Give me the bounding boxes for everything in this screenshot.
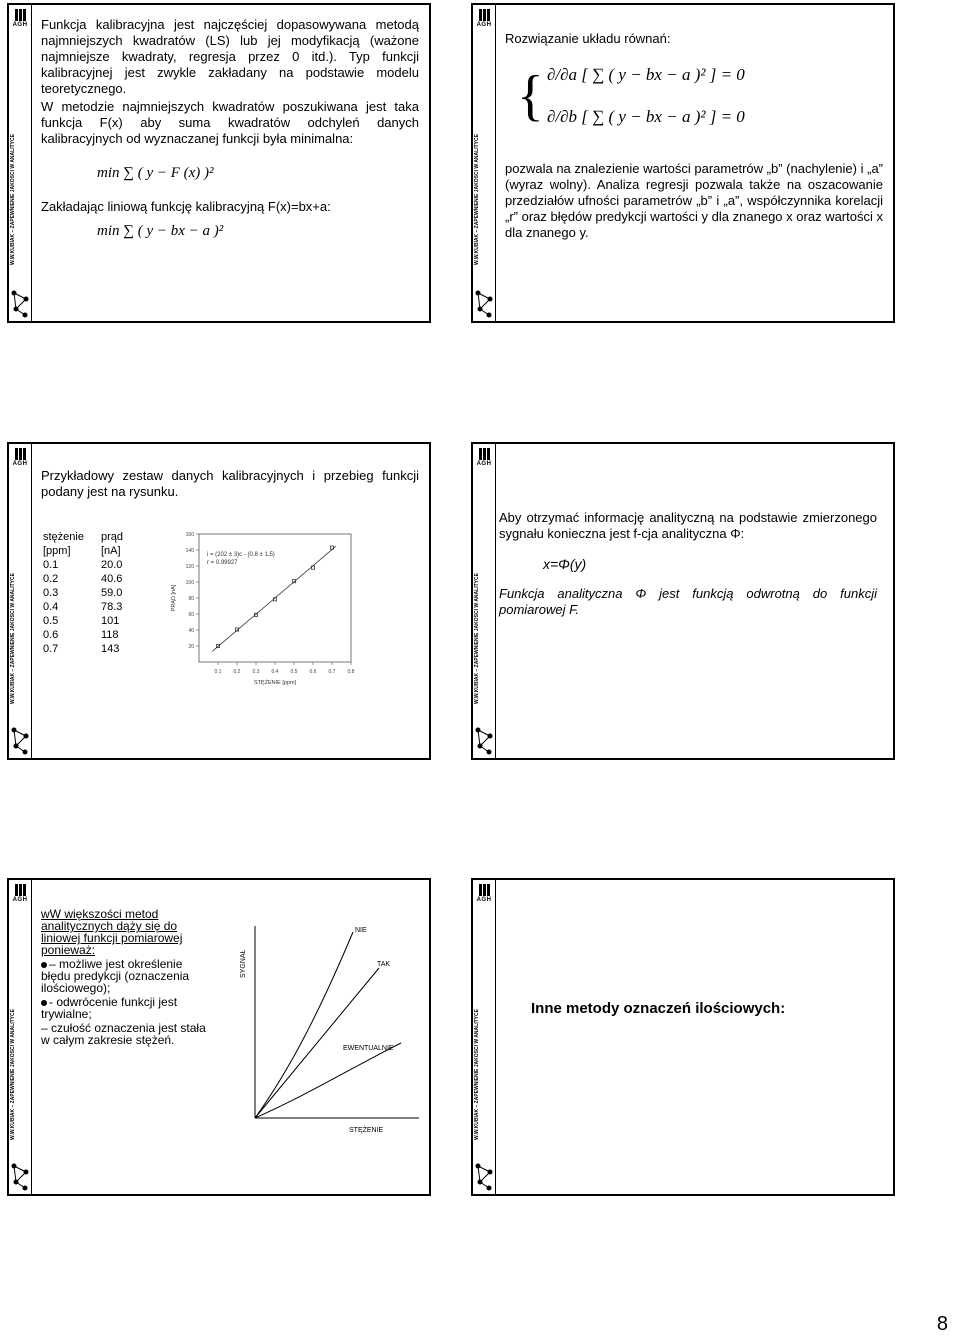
x-tick-label: 0.3 bbox=[252, 669, 260, 675]
table-row bbox=[43, 572, 123, 586]
chart-xlabel: STĘŻENIE [ppm] bbox=[253, 680, 297, 686]
slide1-paragraph-1: Funkcja kalibracyjna jest najczęściej dopasowywana metodą najmniejszych kwadratów (LS) lub jej modyfikacją (ważone najmniejsze kwadraty, regresja przez 0 itd.). Typ funkcji kalibracyjnej jest zwykle zakładany na podstawie modelu teoretycznego. bbox=[41, 17, 419, 96]
side-text: W.W.KUBIAK – ZAPEWNIENIE JAKOŚCI W ANALITYCE bbox=[474, 1009, 480, 1140]
slide-sidebar bbox=[473, 880, 496, 1194]
page-number: 8 bbox=[936, 1313, 948, 1335]
slide-sidebar bbox=[473, 5, 496, 321]
analytical-function-formula: x=Φ(y) bbox=[543, 556, 587, 572]
x-tick-label: 0.4 bbox=[271, 669, 279, 675]
table-row bbox=[43, 586, 123, 600]
table-row bbox=[43, 628, 123, 642]
slide2-title: Rozwiązanie układu równań: bbox=[505, 31, 671, 46]
slide-3 bbox=[7, 442, 431, 760]
table-cell: [ppm] bbox=[43, 545, 71, 557]
slide-sidebar bbox=[473, 444, 496, 758]
slide2-paragraph: pozwala na znalezienie wartości parametrów „b” (nachylenie) i „a” (wyraz wolny). Analiza regresji pozwala także na oszacowanie przedziałów ufności parametrów „b” i „a”, współczynnika korelacji „r” oraz błędów predykcji wartości y dla znanego x oraz wartości x dla znanego y. bbox=[505, 161, 883, 240]
table-cell: [nA] bbox=[101, 545, 121, 557]
table-cell: 0.1 bbox=[43, 559, 59, 571]
y-tick-label: 160 bbox=[185, 532, 194, 538]
x-tick-label: 0.6 bbox=[309, 669, 317, 675]
slide5-reason-2: - odwrócenie funkcji jest trywialne; bbox=[41, 995, 178, 1021]
table-row bbox=[43, 558, 123, 572]
table-row bbox=[43, 600, 123, 614]
table-cell: 0.4 bbox=[43, 601, 59, 613]
table-row bbox=[43, 614, 123, 628]
table-cell: 0.6 bbox=[43, 629, 59, 641]
network-icon bbox=[10, 724, 30, 758]
slide1-paragraph-2: W metodzie najmniejszych kwadratów poszukiwana jest taka funkcja F(x) aby suma kwadratów odchyleń danych kalibracyjnych od wyznaczanej funkcji była minimalna: bbox=[41, 99, 419, 146]
bullet-icon bbox=[41, 1000, 47, 1006]
table-cell: 59.0 bbox=[101, 587, 123, 599]
x-tick-label: 0.7 bbox=[328, 669, 336, 675]
table-header-row bbox=[43, 544, 123, 558]
curve-nie bbox=[255, 932, 353, 1118]
label-tak: TAK bbox=[377, 961, 391, 968]
side-text: W.W.KUBIAK – ZAPEWNIENIE JAKOŚCI W ANALITYCE bbox=[474, 134, 480, 265]
fit-equation: i = (202 ± 3)c - (0.8 ± 1.5) bbox=[207, 552, 275, 558]
slide-4 bbox=[471, 442, 895, 760]
line-tak bbox=[255, 968, 379, 1118]
agh-logo: AGH bbox=[11, 884, 29, 908]
table-cell: 118 bbox=[101, 629, 119, 641]
y-tick-label: 40 bbox=[188, 628, 194, 634]
slide-5 bbox=[7, 878, 431, 1196]
agh-logo: AGH bbox=[11, 448, 29, 472]
equation-system-brace: { bbox=[517, 65, 544, 127]
slide5-reason-1: – możliwe jest określenie błędu predykcji (oznaczenia ilościowego); bbox=[41, 957, 190, 995]
network-icon bbox=[474, 287, 494, 321]
y-tick-label: 20 bbox=[188, 644, 194, 650]
table-row bbox=[43, 642, 123, 656]
table-cell: prąd bbox=[101, 531, 124, 543]
x-tick-label: 0.5 bbox=[290, 669, 298, 675]
signal-concentration-figure bbox=[231, 918, 427, 1134]
agh-logo: AGH bbox=[475, 884, 493, 908]
y-tick-label: 120 bbox=[185, 564, 194, 570]
slide5-intro: wW większości metod analitycznych dąży się do liniowej funkcji pomiarowej ponieważ: bbox=[41, 907, 183, 957]
slide-1 bbox=[7, 3, 431, 323]
table-cell: 40.6 bbox=[101, 573, 123, 585]
network-icon bbox=[474, 724, 494, 758]
table-header-row bbox=[43, 530, 123, 544]
slide1-equation-1: min ∑ ( y − F (x) )² bbox=[97, 165, 214, 181]
slide4-paragraph-1: Aby otrzymać informację analityczną na podstawie zmierzonego sygnału konieczna jest f-cja analityczna Φ: bbox=[499, 510, 877, 541]
slide-sidebar bbox=[9, 444, 32, 758]
side-text: W.W.KUBIAK – ZAPEWNIENIE JAKOŚCI W ANALITYCE bbox=[474, 573, 480, 704]
y-tick-label: 60 bbox=[188, 612, 194, 618]
slide3-intro: Przykładowy zestaw danych kalibracyjnych i przebieg funkcji podany jest na rysunku. bbox=[41, 468, 419, 499]
agh-logo: AGH bbox=[475, 9, 493, 33]
table-cell: 20.0 bbox=[101, 559, 123, 571]
table-cell: 0.2 bbox=[43, 573, 59, 585]
side-text: W.W.KUBIAK – ZAPEWNIENIE JAKOŚCI W ANALITYCE bbox=[10, 134, 16, 265]
slide-6 bbox=[471, 878, 895, 1196]
calibration-chart bbox=[159, 526, 359, 696]
y-tick-label: 100 bbox=[185, 580, 194, 586]
agh-logo: AGH bbox=[475, 448, 493, 472]
side-text: W.W.KUBIAK – ZAPEWNIENIE JAKOŚCI W ANALITYCE bbox=[10, 573, 16, 704]
chart-ylabel: PRĄD [nA] bbox=[171, 584, 177, 612]
label-ewentualnie: EWENTUALNIE bbox=[343, 1045, 394, 1052]
curve-ewentualnie bbox=[255, 1043, 401, 1118]
slide1-paragraph-3: Zakładając liniową funkcję kalibracyjną F(x)=bx+a: bbox=[41, 199, 331, 214]
table-cell: 0.7 bbox=[43, 643, 59, 655]
table-cell: stężenie bbox=[43, 531, 84, 543]
x-tick-label: 0.2 bbox=[233, 669, 241, 675]
table-cell: 0.5 bbox=[43, 615, 59, 627]
bullet-icon bbox=[41, 962, 47, 968]
figure-ylabel: SYGNAŁ bbox=[240, 949, 247, 978]
label-nie: NIE bbox=[355, 927, 367, 934]
figure-xlabel: STĘŻENIE bbox=[349, 1127, 384, 1134]
slide2-equation-1: ∂/∂a [ ∑ ( y − bx − a )² ] = 0 bbox=[547, 65, 745, 84]
calibration-table bbox=[43, 530, 123, 656]
slide-sidebar bbox=[9, 5, 32, 321]
slide-2 bbox=[471, 3, 895, 323]
network-icon bbox=[10, 1160, 30, 1194]
table-cell: 78.3 bbox=[101, 601, 123, 613]
table-cell: 101 bbox=[101, 615, 120, 627]
x-tick-label: 0.8 bbox=[347, 669, 355, 675]
x-tick-label: 0.1 bbox=[214, 669, 222, 675]
correlation-coefficient: r = 0.99927 bbox=[207, 560, 238, 566]
y-tick-label: 80 bbox=[188, 596, 194, 602]
side-text: W.W.KUBIAK – ZAPEWNIENIE JAKOŚCI W ANALITYCE bbox=[10, 1009, 16, 1140]
slide5-reason-3: – czułość oznaczenia jest stała w całym zakresie stężeń. bbox=[41, 1021, 206, 1047]
slide1-equation-2: min ∑ ( y − bx − a )² bbox=[97, 223, 224, 239]
slide6-title: Inne metody oznaczeń ilościowych: bbox=[531, 1000, 786, 1017]
network-icon bbox=[474, 1160, 494, 1194]
slide2-equation-2: ∂/∂b [ ∑ ( y − bx − a )² ] = 0 bbox=[547, 107, 745, 126]
slide4-paragraph-2: Funkcja analityczna Φ jest funkcją odwrotną do funkcji pomiarowej F. bbox=[499, 586, 877, 617]
y-tick-label: 140 bbox=[185, 548, 194, 554]
agh-logo: AGH bbox=[11, 9, 29, 33]
slide-sidebar bbox=[9, 880, 32, 1194]
table-cell: 143 bbox=[101, 643, 120, 655]
table-cell: 0.3 bbox=[43, 587, 59, 599]
network-icon bbox=[10, 287, 30, 321]
